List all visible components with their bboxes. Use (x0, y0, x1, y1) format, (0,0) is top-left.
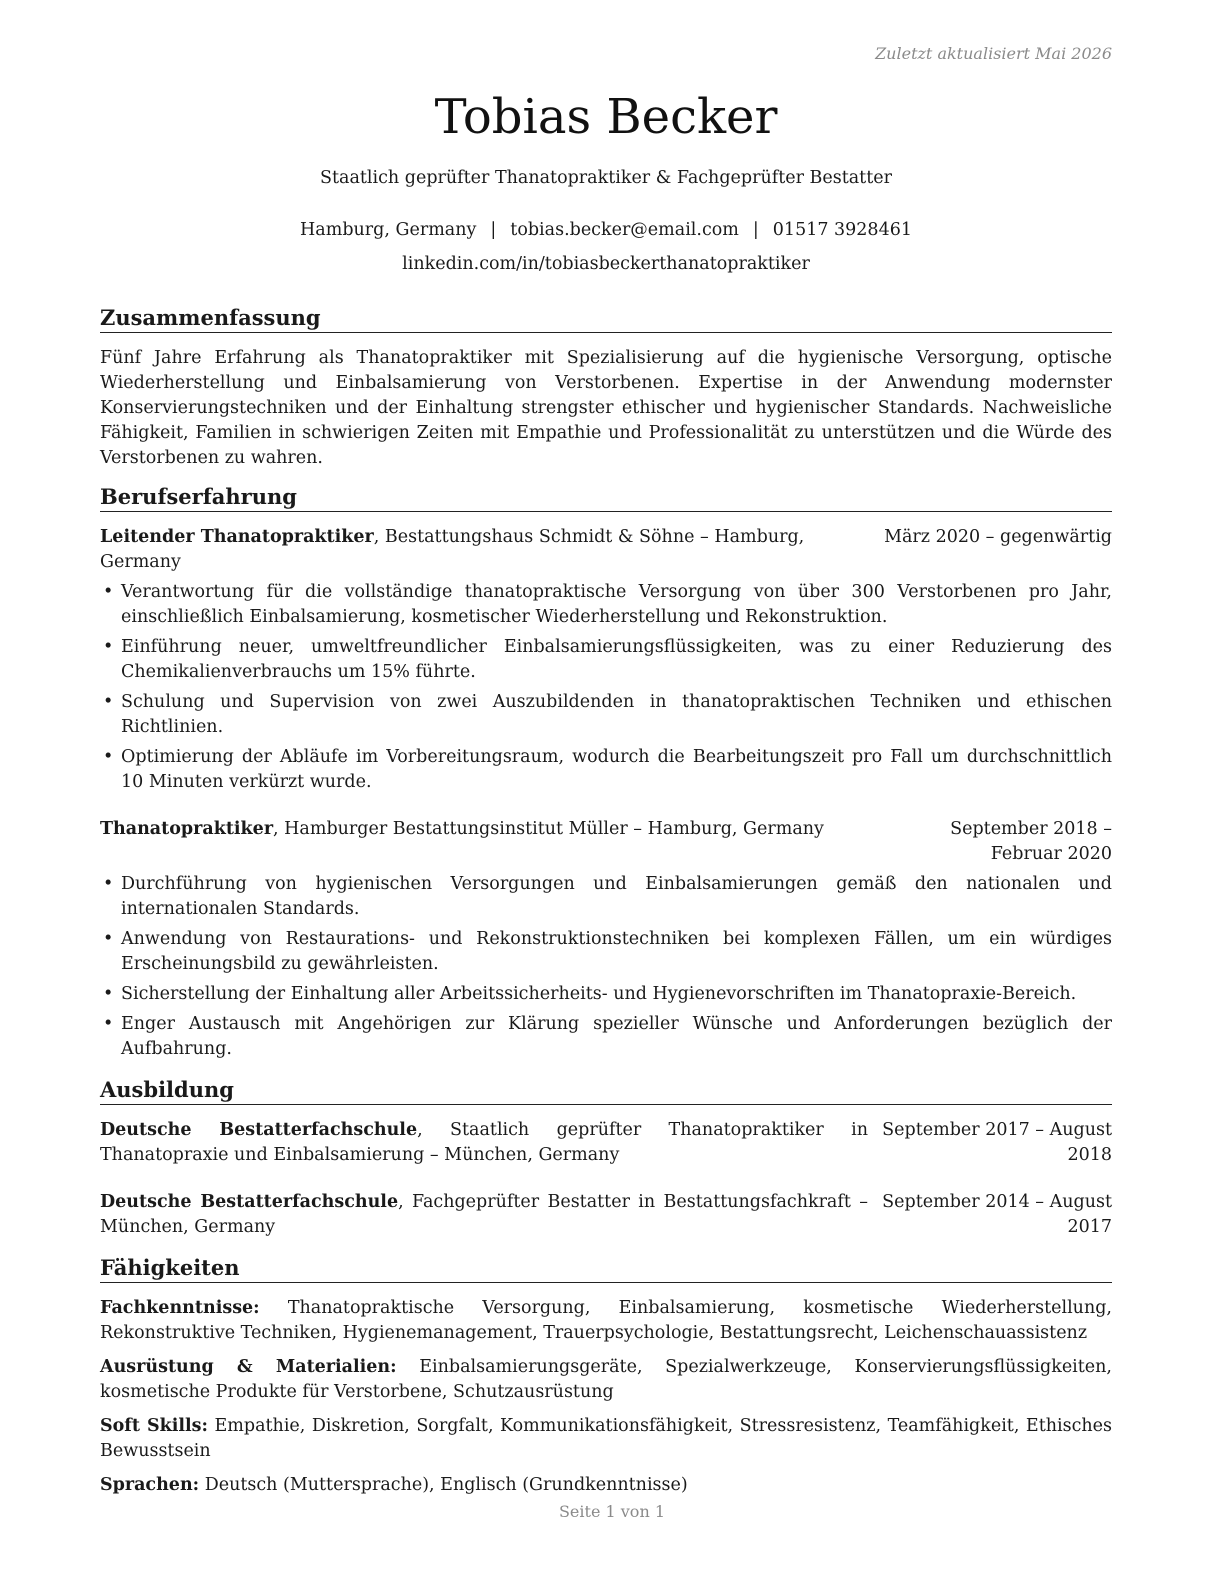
page-number: Seite 1 von 1 (558, 1502, 666, 1521)
contact-email[interactable]: tobias.becker@email.com (510, 220, 739, 240)
job-heading (100, 525, 884, 575)
bullet-text: Einführung neuer, umweltfreundlicher Einbalsamierungsflüssigkeiten, was zu einer Reduzierung des Chemikalienverbrauchs um 15% führte. (121, 637, 1112, 682)
skill-text: Einbalsamierungsgeräte, Spezialwerkzeuge, Konservierungsflüssigkeiten, kosmetische Produkte für Verstorbene, Schutzausrüstung (100, 1357, 1112, 1402)
education-school: Deutsche Bestatterfachschule (100, 1192, 399, 1212)
list-item (100, 927, 1112, 977)
bullet-icon: • (103, 929, 114, 949)
contact-separator: | (490, 220, 497, 240)
job-company: , Hamburger Bestattungsinstitut Müller – Hamburg, Germany (273, 819, 824, 839)
education-detail: , Staatlich geprüfter Thanatopraktiker in Thanatopraxie und Einbalsamierung – München, Germany (100, 1120, 868, 1165)
linkedin-link[interactable]: linkedin.com/in/tobiasbeckerthanatopraktiker (402, 254, 810, 274)
section-title-experience: Berufserfahrung (100, 483, 1112, 512)
skill-label: Ausrüstung & Materialien: (100, 1357, 397, 1377)
bullet-icon: • (103, 874, 114, 894)
bullet-icon: • (103, 692, 114, 712)
bullet-icon: • (103, 637, 114, 657)
bullet-text: Verantwortung für die vollständige thanatopraktische Versorgung von über 300 Verstorbenen pro Jahr, einschließlich Einbalsamierung, kosmetischer Wiederherstellung und Rekonstruktion. (121, 582, 1112, 627)
bullet-text: Durchführung von hygienischen Versorgungen und Einbalsamierungen gemäß den nationalen und internationalen Standards. (121, 874, 1112, 919)
job-dates: September 2018 – Februar 2020 (950, 819, 1112, 864)
list-item (100, 690, 1112, 740)
job-entry (100, 525, 1112, 795)
job-role: Thanatopraktiker (100, 819, 274, 839)
education-header (100, 1118, 1112, 1168)
contact-phone[interactable]: 01517 3928461 (772, 220, 912, 240)
skill-row (100, 1296, 1112, 1346)
skill-label: Soft Skills: (100, 1416, 208, 1436)
section-title-skills: Fähigkeiten (100, 1254, 1112, 1283)
list-item (100, 872, 1112, 922)
job-bullets (100, 872, 1112, 1062)
summary-text: Fünf Jahre Erfahrung als Thanatopraktiker mit Spezialisierung auf die hygienische Versorgung, optische Wiederherstellung und Einbalsamierung von Verstorbenen. Expertise in der Anwendung modernster Konservierungstechniken und der Einhaltung strengster ethischer und hygienischer Standards. Nachweisliche Fähigkeit, Familien in schwierigen Zeiten mit Empathie und Professionalität zu unterstützen und die Würde des Verstorbenen zu wahren. (100, 348, 1112, 468)
education-dates: September 2014 – August 2017 (882, 1192, 1112, 1237)
skill-row (100, 1355, 1112, 1405)
resume-body (100, 304, 1112, 1507)
list-item (100, 982, 1112, 1007)
skill-text: Empathie, Diskretion, Sorgfalt, Kommunikationsfähigkeit, Stressresistenz, Teamfähigkeit, Ethisches Bewusstsein (100, 1416, 1112, 1461)
job-company: , Bestattungshaus Schmidt & Söhne – Hamburg, Germany (100, 527, 805, 572)
job-dates: März 2020 – gegenwärtig (884, 527, 1112, 547)
job-entry (100, 817, 1112, 1062)
job-heading (100, 817, 876, 842)
bullet-text: Schulung und Supervision von zwei Auszubildenden in thanatopraktischen Techniken und ethischen Richtlinien. (121, 692, 1112, 737)
contact-line (100, 220, 1112, 240)
education-school: Deutsche Bestatterfachschule (100, 1120, 418, 1140)
contact-separator: | (752, 220, 759, 240)
candidate-title: Staatlich geprüfter Thanatopraktiker & Fachgeprüfter Bestatter (320, 168, 892, 188)
bullet-text: Sicherstellung der Einhaltung aller Arbeitssicherheits- und Hygienevorschriften im Thanatopraxie-Bereich. (121, 984, 1077, 1004)
education-detail: , Fachgeprüfter Bestatter in Bestattungsfachkraft – München, Germany (100, 1192, 868, 1237)
education-entry (100, 1190, 1112, 1240)
job-bullets (100, 580, 1112, 795)
skill-row (100, 1473, 1112, 1498)
list-item (100, 580, 1112, 630)
education-heading (100, 1190, 872, 1240)
education-entry (100, 1118, 1112, 1168)
job-role: Leitender Thanatopraktiker (100, 527, 374, 547)
job-header (100, 817, 1112, 867)
education-dates: September 2017 – August 2018 (882, 1120, 1112, 1165)
contact-location: Hamburg, Germany (300, 220, 477, 240)
skill-label: Sprachen: (100, 1475, 200, 1495)
skill-text: Thanatopraktische Versorgung, Einbalsamierung, kosmetische Wiederherstellung, Rekonstruktive Techniken, Hygienemanagement, Trauerpsychologie, Bestattungsrecht, Leichenschauassistenz (100, 1298, 1112, 1343)
last-updated: Zuletzt aktualisiert Mai 2026 (875, 44, 1112, 63)
job-header (100, 525, 1112, 575)
bullet-icon: • (103, 1014, 114, 1034)
bullet-icon: • (103, 984, 114, 1004)
candidate-name: Tobias Becker (434, 89, 778, 145)
list-item (100, 1012, 1112, 1062)
skill-row (100, 1414, 1112, 1464)
bullet-text: Enger Austausch mit Angehörigen zur Klärung spezieller Wünsche und Anforderungen bezüglich der Aufbahrung. (121, 1014, 1112, 1059)
bullet-icon: • (103, 747, 114, 767)
section-title-summary: Zusammenfassung (100, 304, 1112, 333)
skill-text: Deutsch (Muttersprache), Englisch (Grundkenntnisse) (199, 1475, 688, 1495)
bullet-text: Optimierung der Abläufe im Vorbereitungsraum, wodurch die Bearbeitungszeit pro Fall um durchschnittlich 10 Minuten verkürzt wurde. (121, 747, 1112, 792)
skill-label: Fachkenntnisse: (100, 1298, 260, 1318)
bullet-icon: • (103, 582, 114, 602)
bullet-text: Anwendung von Restaurations- und Rekonstruktionstechniken bei komplexen Fällen, um ein würdiges Erscheinungsbild zu gewährleisten. (121, 929, 1112, 974)
education-header (100, 1190, 1112, 1240)
section-title-education: Ausbildung (100, 1076, 1112, 1105)
list-item (100, 745, 1112, 795)
list-item (100, 635, 1112, 685)
education-heading (100, 1118, 872, 1168)
